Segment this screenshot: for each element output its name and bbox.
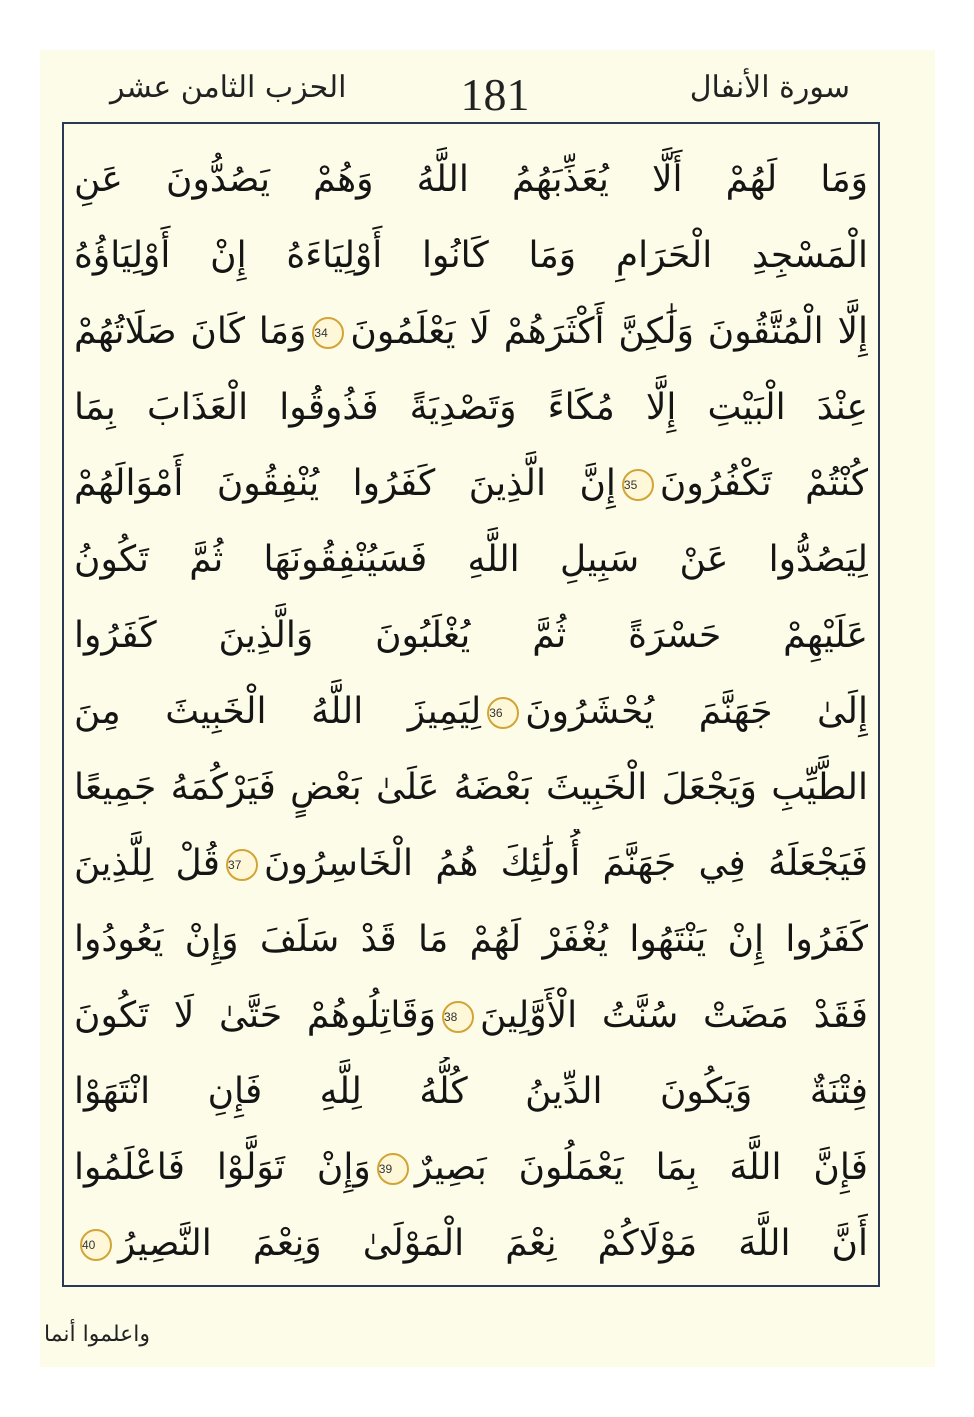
verse-line [74,601,868,671]
verse-text: لِيَمِيزَ اللَّهُ الْخَبِيثَ مِنَ [74,691,482,732]
verse-text: فَيَجْعَلَهُ فِي جَهَنَّمَ أُولَٰئِكَ هُمُ الْخَاسِرُونَ [264,843,868,884]
verse-text: فِتْنَةٌ وَيَكُونَ الدِّينُ كُلُّهُ لِلَّهِ فَإِنِ انْتَهَوْا [74,1071,868,1112]
verse-line [74,1209,868,1279]
verse-text: عَلَيْهِمْ حَسْرَةً ثُمَّ يُغْلَبُونَ وَالَّذِينَ كَفَرُوا [74,615,868,656]
verse-line [74,981,868,1051]
ayah-number-marker: 36 [487,697,519,729]
verse-text: وَإِنْ تَوَلَّوْا فَاعْلَمُوا [74,1147,371,1188]
verse-text: إِلَىٰ جَهَنَّمَ يُحْشَرُونَ [525,691,868,732]
verse-text: أَنَّ اللَّهَ مَوْلَاكُمْ نِعْمَ الْمَوْلَىٰ وَنِعْمَ النَّصِيرُ [118,1223,868,1264]
verse-line [74,829,868,899]
verse-line [74,753,868,823]
verse-text: لِيَصُدُّوا عَنْ سَبِيلِ اللَّهِ فَسَيُنْفِقُونَهَا ثُمَّ تَكُونُ [74,539,868,580]
verse-text: فَإِنَّ اللَّهَ بِمَا يَعْمَلُونَ بَصِيرٌ [414,1147,868,1188]
verse-text: إِنَّ الَّذِينَ كَفَرُوا يُنْفِقُونَ أَمْوَالَهُمْ [74,463,616,504]
verse-text: قُلْ لِلَّذِينَ [74,843,221,884]
verse-text: الْمَسْجِدِ الْحَرَامِ وَمَا كَانُوا أَوْلِيَاءَهُ إِنْ أَوْلِيَاؤُهُ [74,235,868,276]
page-header [60,62,880,122]
verse-text: كَفَرُوا إِنْ يَنْتَهُوا يُغْفَرْ لَهُمْ مَا قَدْ سَلَفَ وَإِنْ يَعُودُوا [74,919,868,960]
ayah-number-marker: 39 [377,1153,409,1185]
verse-text: كُنْتُمْ تَكْفُرُونَ [659,463,868,504]
ayah-number-marker: 38 [442,1001,474,1033]
ayah-number-marker: 37 [226,849,258,881]
verse-line [74,449,868,519]
verse-text: إِلَّا الْمُتَّقُونَ وَلَٰكِنَّ أَكْثَرَهُمْ لَا يَعْلَمُونَ [350,311,868,352]
verse-line [74,297,868,367]
hizb-label: الحزب الثامن عشر [110,70,347,105]
verse-line [74,1057,868,1127]
ayah-number-marker: 40 [80,1229,112,1261]
verse-line [74,145,868,215]
ayah-number-marker: 35 [622,469,654,501]
verse-line [74,1133,868,1203]
verse-text: الطَّيِّبِ وَيَجْعَلَ الْخَبِيثَ بَعْضَهُ عَلَىٰ بَعْضٍ فَيَرْكُمَهُ جَمِيعًا [74,767,868,808]
verse-line [74,525,868,595]
ayah-number-marker: 34 [312,317,344,349]
page-number: 181 [460,69,530,120]
verse-line [74,221,868,291]
surah-title: سورة الأنفال [689,70,850,105]
verse-line [74,677,868,747]
verse-text: وَمَا لَهُمْ أَلَّا يُعَذِّبَهُمُ اللَّهُ وَهُمْ يَصُدُّونَ عَنِ [74,159,868,200]
verse-text: وَقَاتِلُوهُمْ حَتَّىٰ لَا تَكُونَ [74,995,436,1036]
verse-text: فَقَدْ مَضَتْ سُنَّتُ الْأَوَّلِينَ [479,995,868,1036]
verse-line [74,373,868,443]
verse-line [74,905,868,975]
catchword: واعلموا أنما [44,1322,150,1347]
verse-text: عِنْدَ الْبَيْتِ إِلَّا مُكَاءً وَتَصْدِيَةً فَذُوقُوا الْعَذَابَ بِمَا [74,387,868,428]
verse-text: وَمَا كَانَ صَلَاتُهُمْ [74,311,307,352]
